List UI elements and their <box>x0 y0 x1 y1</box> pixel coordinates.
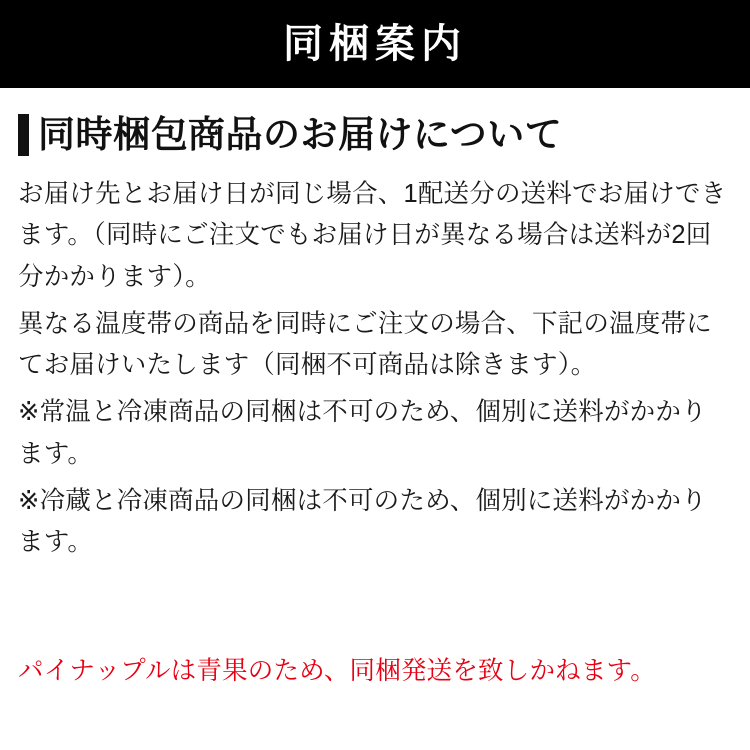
body-text-area <box>18 174 732 564</box>
section-heading <box>18 114 750 156</box>
paragraph-shipping-same-day: お届け先とお届け日が同じ場合、1配送分の送料でお届けできます。（同時にご注文でもお届け日が異なる場合は送料が2回分かかります）。 <box>18 180 727 291</box>
page-banner <box>0 0 750 88</box>
paragraph-temperature-zone: 異なる温度帯の商品を同時にご注文の場合、下記の温度帯にてお届けいたします（同梱不可商品は除きます）。 <box>18 309 712 380</box>
banner-title: 同梱案内 <box>283 22 467 66</box>
paragraph-room-temp-frozen: ※常温と冷凍商品の同梱は不可のため、個別に送料がかかります。 <box>18 398 707 468</box>
paragraph-chilled-frozen: ※冷蔵と冷凍商品の同梱は不可のため、個別に送料がかかります。 <box>18 487 707 557</box>
heading-text: 同時梱包商品のお届けについて <box>38 113 563 155</box>
heading-accent-bar <box>18 114 29 156</box>
pineapple-notice: パイナップルは青果のため、同梱発送を致しかねます。 <box>18 657 656 685</box>
